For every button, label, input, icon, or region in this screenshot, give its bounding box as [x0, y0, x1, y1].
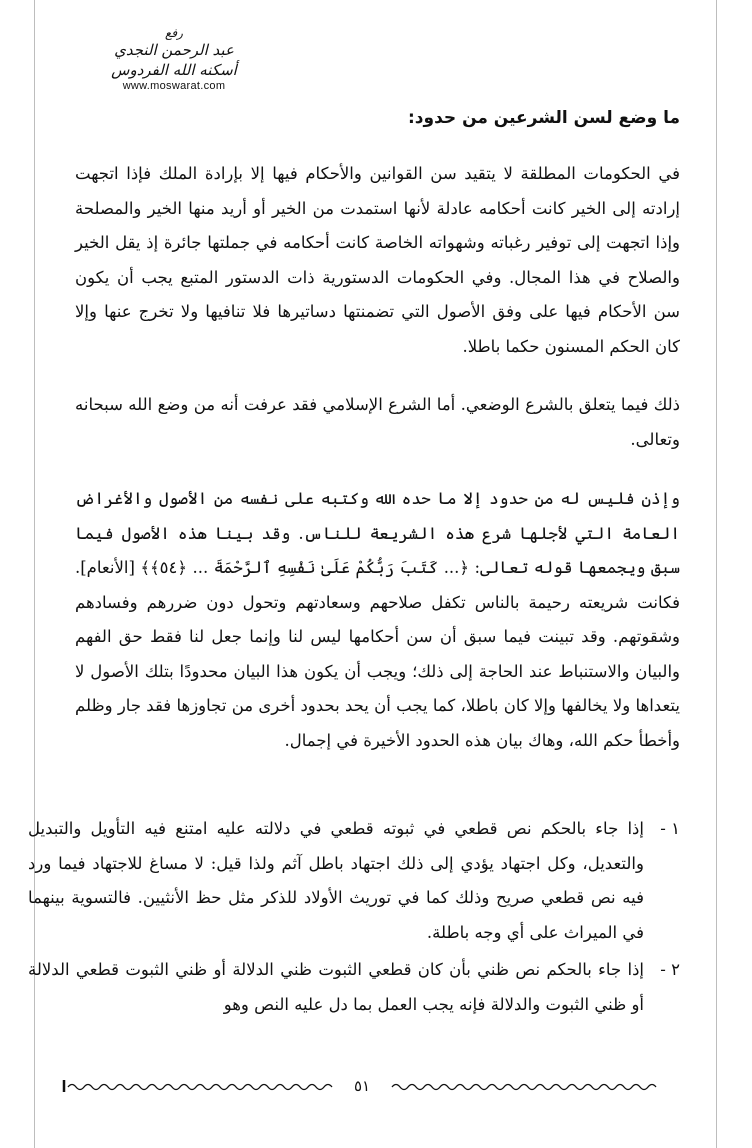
page-footer	[62, 1076, 662, 1098]
paragraph-2: ذلك فيما يتعلق بالشرع الوضعي. أما الشرع الإسلامي فقد عرفت أنه من وضع الله سبحانه وتعالى.	[75, 395, 680, 449]
paragraph-1: في الحكومات المطلقة لا يتقيد سن القوانين والأحكام فيها إلا بإرادة الملك فإذا اتجهت إرادته إلى الخير كانت أحكامه عادلة لأنها استمدت من الخير أو أريد منها الخير والمصلحة وإذا اتجهت إلى توفير رغباته وشهواته الخاصة كانت أحكامه في جملتها جائرة إذ يقل الخير والصلاح في هذا المجال. وفي الحكومات الدستورية ذات الدستور المتبع يجب أن يكون سن الأحكام فيها على وفق الأصول التي تضمنتها دساتيرها فلا تنافيها ولا تخرج عنها وإلا كان الحكم المسنون حكما باطلا.	[75, 164, 680, 356]
section-heading: ما وضع لسن الشرعين من حدود:	[407, 108, 680, 128]
stamp-url: www.moswarat.com	[122, 80, 226, 92]
page-edge-right	[716, 0, 717, 1148]
stamp-line-3: أسكنه الله الفردوس	[111, 61, 237, 79]
list-item-1	[28, 812, 680, 950]
stamp-line-2: عبد الرحمن النجدي	[114, 41, 234, 59]
list-item-number: ٢ -	[660, 960, 680, 979]
stamp-line-1: رفع	[165, 26, 183, 40]
watermark-stamp	[94, 26, 254, 104]
list-item-number: ١ -	[660, 819, 680, 838]
page-number: ٥١	[353, 1077, 371, 1095]
list-item-text: إذا جاء بالحكم نص ظني بأن كان قطعي الثبوت ظني الدلالة أو ظني الثبوت قطعي الدلالة أو ظني الثبوت والدلالة فإنه يجب العمل بما دل عليه النص وهو	[28, 960, 644, 1014]
list-item-text: إذا جاء بالحكم نص قطعي في ثبوته قطعي في دلالته عليه امتنع فيه التأويل والتبديل والتعديل، وكل اجتهاد يؤدي إلى ذلك اجتهاد باطل آثم ولذا قيل: لا مساغ للاجتهاد فيما ورد فيه نص قطعي صريح وذلك كما في توريث الأولاد للذكر مثل حظ الأنثيين. فالتسوية بينهما في الميراث على أي وجه باطلة.	[28, 819, 644, 942]
paragraph-3: وإذن فليس له من حدود إلا ما حده الله وكتبه على نفسه من الأصول والأغراض العامة التي لأجلها شرع هذه الشريعة للناس. وقد بينا هذه الأصول فيما سبق ويجمعها قوله تعالى: ﴿... كَتَبَ رَبُّكُمْ عَلَىٰ نَفْسِهِ ٱلرَّحْمَةَ ... ﴿٥٤﴾﴾ [الأنعام]. فكانت شريعته رحيمة بالناس تكفل صلاحهم وسعادتهم وتحول دون ضررهم وفسادهم وشقوتهم. وقد تبينت فيما سبق أن سن أحكامها ليس لنا وإنما جعل لنا فقط حق الفهم والبيان والاستنباط عند الحاجة إلى ذلك؛ ويجب أن يكون هذا البيان محدودًا بتلك الأصول لا يتعداها ولا يخالفها وإلا كان باطلا، كما يجب أن يحد بحدود أخرى من تجاوزها فقد جار وظلم وأخطأ حكم الله، وهاك بيان هذه الحدود الأخيرة في إجمال.	[75, 489, 680, 750]
list-item-2	[28, 953, 680, 1022]
